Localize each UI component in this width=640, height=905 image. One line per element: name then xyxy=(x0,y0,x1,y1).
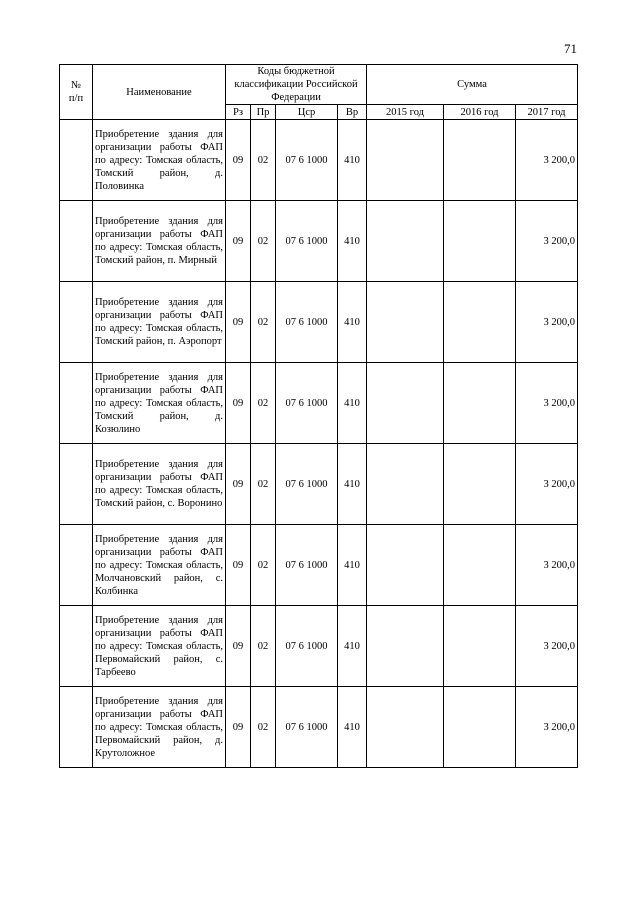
header-pr: Пр xyxy=(251,105,276,120)
cell-name: Приобретение здания для организации работы ФАП по адресу: Томская область, Томский район, д. Половинка xyxy=(93,120,226,201)
cell-y2015 xyxy=(367,201,444,282)
page-number: 71 xyxy=(564,41,577,56)
cell-num xyxy=(60,282,93,363)
cell-vr: 410 xyxy=(338,687,367,768)
cell-y2017: 3 200,0 xyxy=(516,201,578,282)
cell-name: Приобретение здания для организации работы ФАП по адресу: Томская область, Первомайский район, д. Крутоложное xyxy=(93,687,226,768)
cell-y2017: 3 200,0 xyxy=(516,120,578,201)
header-2016: 2016 год xyxy=(444,105,516,120)
budget-table xyxy=(59,64,578,768)
cell-vr: 410 xyxy=(338,201,367,282)
cell-name: Приобретение здания для организации работы ФАП по адресу: Томская область, Молчановский район, с. Колбинка xyxy=(93,525,226,606)
cell-csr: 07 6 1000 xyxy=(276,282,338,363)
table-row xyxy=(60,444,578,525)
cell-pr: 02 xyxy=(251,444,276,525)
header-rz: Рз xyxy=(226,105,251,120)
table-row xyxy=(60,201,578,282)
cell-y2016 xyxy=(444,525,516,606)
cell-rz: 09 xyxy=(226,120,251,201)
cell-name: Приобретение здания для организации работы ФАП по адресу: Томская область, Первомайский район, с. Тарбеево xyxy=(93,606,226,687)
cell-rz: 09 xyxy=(226,201,251,282)
header-2017: 2017 год xyxy=(516,105,578,120)
cell-y2015 xyxy=(367,687,444,768)
cell-csr: 07 6 1000 xyxy=(276,201,338,282)
header-num: № п/п xyxy=(60,65,93,120)
cell-num xyxy=(60,363,93,444)
header-sum: Сумма xyxy=(367,65,578,105)
cell-y2015 xyxy=(367,282,444,363)
cell-y2017: 3 200,0 xyxy=(516,606,578,687)
cell-y2017: 3 200,0 xyxy=(516,687,578,768)
table-row xyxy=(60,525,578,606)
cell-y2015 xyxy=(367,363,444,444)
cell-csr: 07 6 1000 xyxy=(276,120,338,201)
cell-num xyxy=(60,687,93,768)
cell-rz: 09 xyxy=(226,606,251,687)
cell-vr: 410 xyxy=(338,282,367,363)
cell-vr: 410 xyxy=(338,444,367,525)
cell-num xyxy=(60,525,93,606)
cell-y2015 xyxy=(367,606,444,687)
table-row xyxy=(60,363,578,444)
cell-pr: 02 xyxy=(251,363,276,444)
cell-pr: 02 xyxy=(251,525,276,606)
cell-rz: 09 xyxy=(226,282,251,363)
cell-num xyxy=(60,606,93,687)
header-row-1 xyxy=(60,65,578,105)
cell-y2016 xyxy=(444,120,516,201)
table-row xyxy=(60,282,578,363)
cell-y2017: 3 200,0 xyxy=(516,282,578,363)
cell-y2016 xyxy=(444,687,516,768)
cell-y2015 xyxy=(367,525,444,606)
cell-rz: 09 xyxy=(226,363,251,444)
cell-csr: 07 6 1000 xyxy=(276,363,338,444)
table-row xyxy=(60,606,578,687)
cell-vr: 410 xyxy=(338,606,367,687)
cell-name: Приобретение здания для организации работы ФАП по адресу: Томская область, Томский район, д. Козюлино xyxy=(93,363,226,444)
cell-csr: 07 6 1000 xyxy=(276,606,338,687)
header-csr: Цср xyxy=(276,105,338,120)
cell-csr: 07 6 1000 xyxy=(276,687,338,768)
cell-pr: 02 xyxy=(251,201,276,282)
cell-vr: 410 xyxy=(338,363,367,444)
cell-pr: 02 xyxy=(251,120,276,201)
cell-name: Приобретение здания для организации работы ФАП по адресу: Томская область, Томский район, п. Мирный xyxy=(93,201,226,282)
cell-y2016 xyxy=(444,282,516,363)
table-row xyxy=(60,120,578,201)
cell-pr: 02 xyxy=(251,282,276,363)
cell-y2016 xyxy=(444,444,516,525)
cell-csr: 07 6 1000 xyxy=(276,444,338,525)
cell-y2017: 3 200,0 xyxy=(516,525,578,606)
cell-pr: 02 xyxy=(251,606,276,687)
cell-num xyxy=(60,201,93,282)
cell-rz: 09 xyxy=(226,444,251,525)
cell-rz: 09 xyxy=(226,687,251,768)
cell-pr: 02 xyxy=(251,687,276,768)
cell-y2016 xyxy=(444,363,516,444)
cell-rz: 09 xyxy=(226,525,251,606)
header-vr: Вр xyxy=(338,105,367,120)
cell-name: Приобретение здания для организации работы ФАП по адресу: Томская область, Томский район, п. Аэропорт xyxy=(93,282,226,363)
cell-y2016 xyxy=(444,606,516,687)
header-name: Наименование xyxy=(93,65,226,120)
cell-num xyxy=(60,444,93,525)
cell-name: Приобретение здания для организации работы ФАП по адресу: Томская область, Томский район, с. Воронино xyxy=(93,444,226,525)
cell-num xyxy=(60,120,93,201)
cell-y2017: 3 200,0 xyxy=(516,363,578,444)
header-2015: 2015 год xyxy=(367,105,444,120)
cell-y2016 xyxy=(444,201,516,282)
cell-vr: 410 xyxy=(338,525,367,606)
cell-y2017: 3 200,0 xyxy=(516,444,578,525)
cell-vr: 410 xyxy=(338,120,367,201)
header-codes: Коды бюджетной классификации Российской Федерации xyxy=(226,65,367,105)
cell-y2015 xyxy=(367,444,444,525)
cell-csr: 07 6 1000 xyxy=(276,525,338,606)
cell-y2015 xyxy=(367,120,444,201)
table-row xyxy=(60,687,578,768)
